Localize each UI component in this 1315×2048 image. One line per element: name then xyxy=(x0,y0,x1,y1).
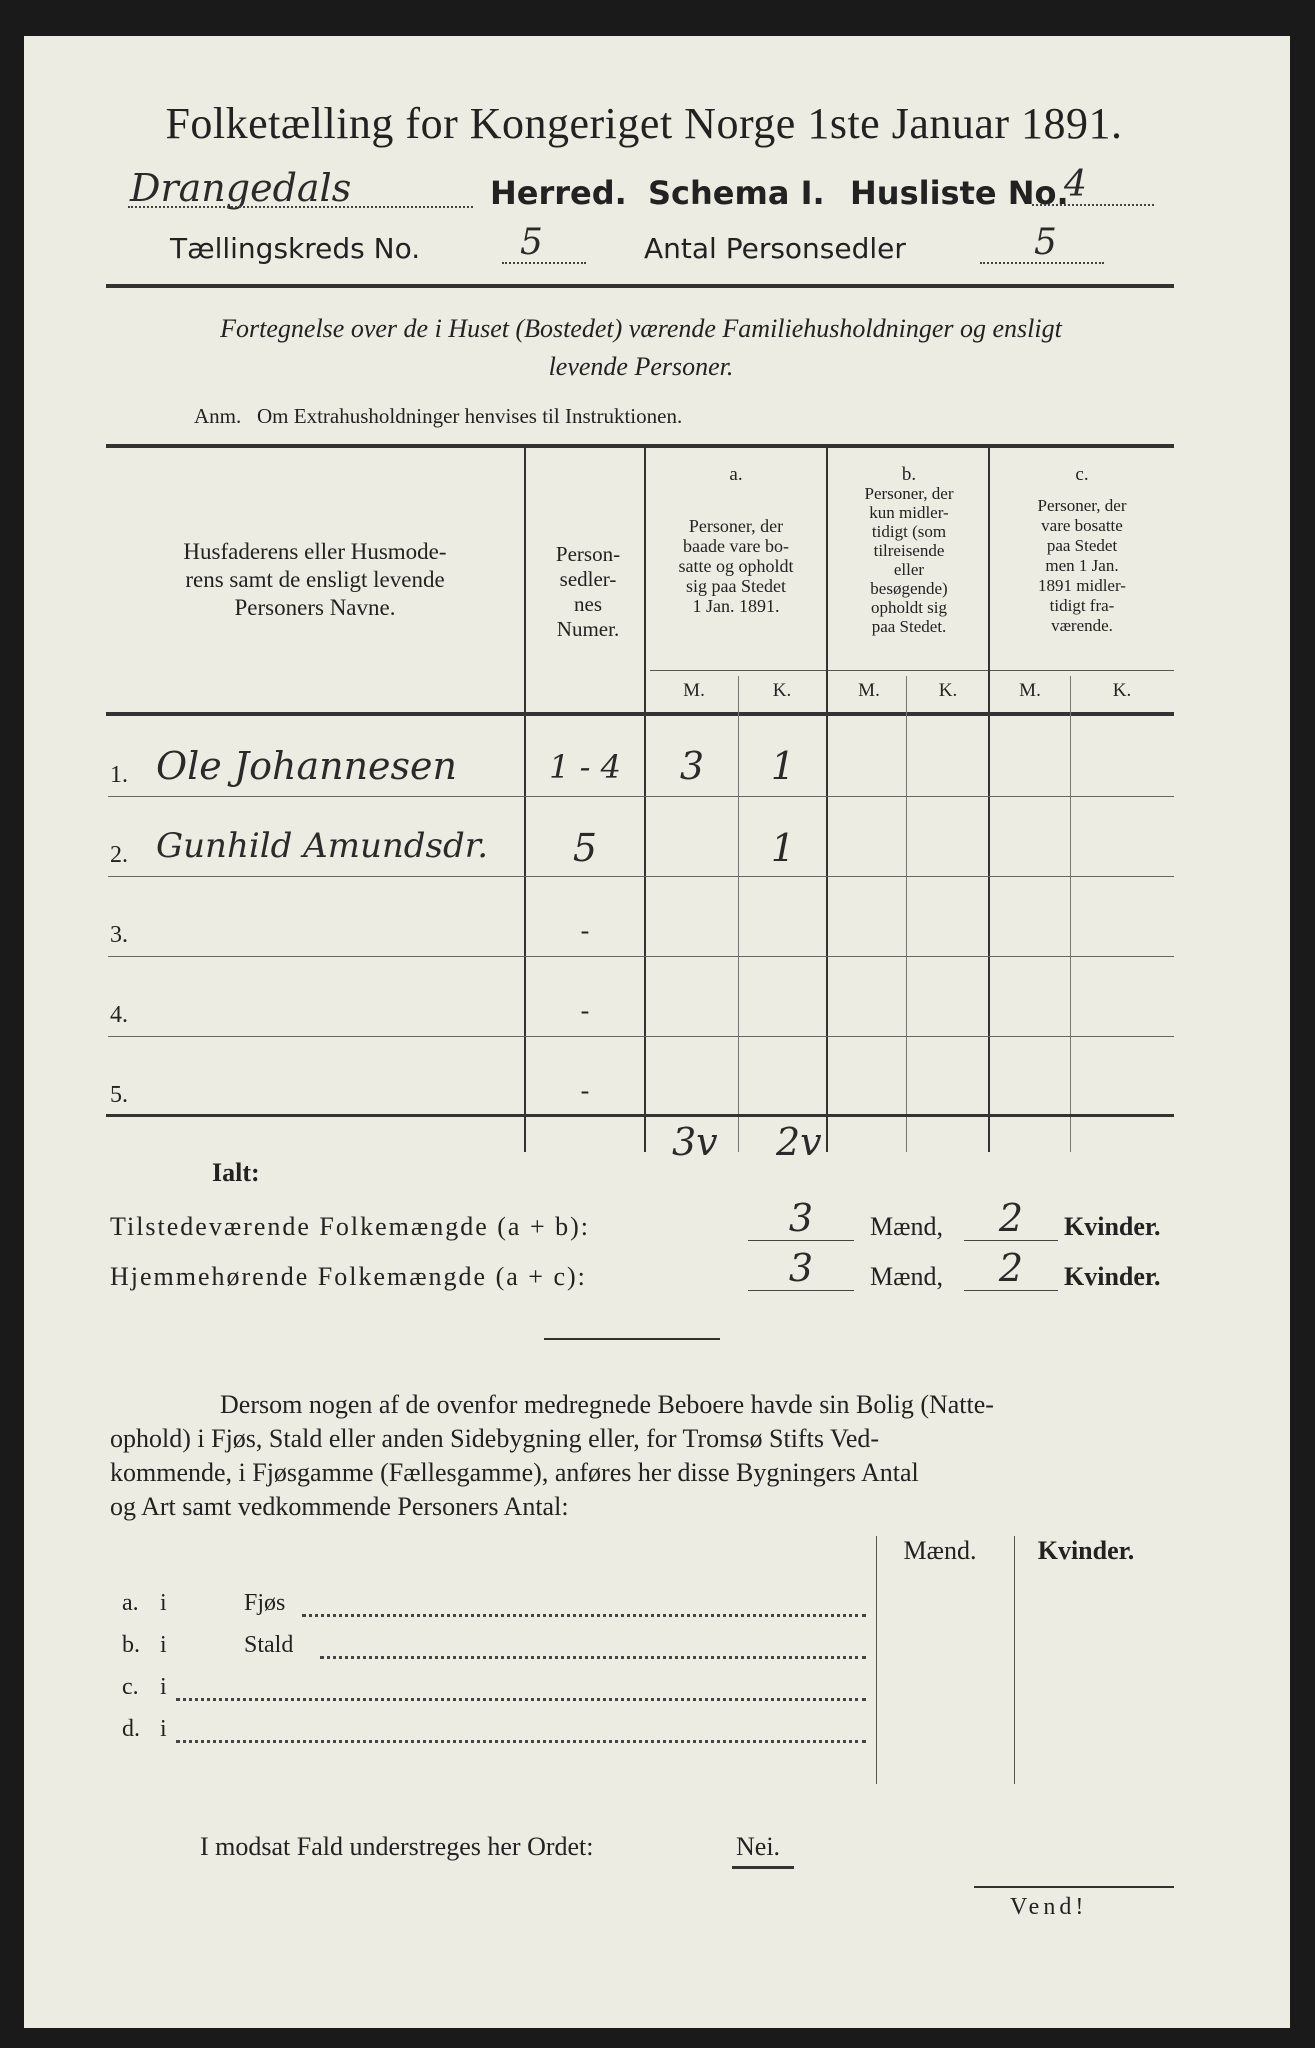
row-2-a-k: 1 xyxy=(770,826,796,870)
bolig-item-a-dots xyxy=(302,1614,866,1617)
bolig-maend-col: Mænd. xyxy=(903,1536,977,1565)
hjemme-maend-value: 3 xyxy=(788,1246,814,1290)
b-k-label: K. xyxy=(938,680,958,701)
bolig-item-d-letter: d. xyxy=(122,1716,140,1742)
header-b-letter: b. xyxy=(901,464,917,485)
hjemme-label: Hjemmehørende Folkemængde (a + c): xyxy=(110,1262,587,1291)
col-divider-b xyxy=(826,446,828,1152)
row-2-line xyxy=(108,876,1174,877)
table-bottom-rule xyxy=(106,1114,1174,1117)
herred-dotline xyxy=(128,206,473,208)
header-rule xyxy=(106,284,1174,288)
husliste-value: 4 xyxy=(1064,164,1087,205)
hjemme-kvinder-label: Kvinder. xyxy=(1064,1262,1161,1291)
bolig-item-d-dots xyxy=(176,1740,866,1743)
bolig-divider-1 xyxy=(876,1536,877,1784)
a-m-label: M. xyxy=(683,680,705,701)
row-1-num: 1 - 4 xyxy=(549,748,621,786)
a-k-label: K. xyxy=(772,680,792,701)
intro-line-1: Fortegnelse over de i Huset (Bostedet) værende Familiehusholdninger og ensligt xyxy=(220,314,1062,343)
census-form xyxy=(24,36,1290,2028)
bolig-divider-2 xyxy=(1014,1536,1015,1784)
mk-subheader-line xyxy=(650,670,1174,671)
row-1-nr: 1. xyxy=(110,762,128,788)
header-name-col: Husfaderens eller Husmode- rens samt de ensligt levende Personers Navne. xyxy=(183,539,447,620)
row-5-num: - xyxy=(580,1076,590,1105)
row-1-a-k: 1 xyxy=(770,744,796,788)
bolig-item-a-label: Fjøs xyxy=(244,1590,286,1616)
tilstede-kvinder-label: Kvinder. xyxy=(1064,1212,1161,1241)
vend-text: Vend! xyxy=(1010,1894,1088,1920)
schema-label: Schema I. xyxy=(648,174,825,212)
col-divider-c xyxy=(988,446,990,1152)
tilstede-kvinder-value: 2 xyxy=(998,1196,1024,1240)
col-divider-c-mk xyxy=(1070,676,1071,1152)
row-1-a-m: 3 xyxy=(679,744,705,788)
kreds-value: 5 xyxy=(520,222,543,263)
row-5-nr: 5. xyxy=(110,1082,128,1108)
herred-label: Herred. xyxy=(490,174,627,212)
row-2-num: 5 xyxy=(572,826,598,870)
c-m-label: M. xyxy=(1019,680,1041,701)
kreds-dotline xyxy=(502,262,586,264)
row-3-nr: 3. xyxy=(110,922,128,948)
husliste-label: Husliste No. xyxy=(850,174,1069,212)
header-c-letter: c. xyxy=(1075,464,1089,485)
bolig-item-b-i: i xyxy=(160,1632,167,1658)
row-4-line xyxy=(108,1036,1174,1037)
nei-word: Nei. xyxy=(736,1832,781,1861)
hjemme-maend-line xyxy=(748,1290,854,1291)
bolig-item-a-letter: a. xyxy=(122,1590,139,1616)
table-top-rule xyxy=(106,444,1174,448)
row-1-name: Ole Johannesen xyxy=(156,744,458,788)
bolig-item-c-dots xyxy=(176,1698,866,1701)
intro-line-2: levende Personer. xyxy=(548,352,734,381)
bolig-item-b-dots xyxy=(320,1656,866,1659)
tilstede-label: Tilstedeværende Folkemængde (a + b): xyxy=(110,1212,590,1241)
row-4-num: - xyxy=(580,996,590,1025)
personsedler-dotline xyxy=(980,262,1104,264)
header-bottom-rule xyxy=(106,712,1174,716)
husliste-dotline xyxy=(1032,204,1154,206)
modsat-text: I modsat Fald understreges her Ordet: xyxy=(200,1832,594,1861)
ialt-label: Ialt: xyxy=(212,1158,260,1187)
c-k-label: K. xyxy=(1112,680,1132,701)
section-separator xyxy=(544,1338,720,1340)
col-divider-num xyxy=(524,446,526,1152)
bolig-item-b-label: Stald xyxy=(244,1632,294,1658)
total-a-k: 2v xyxy=(776,1120,822,1164)
bolig-item-b-letter: b. xyxy=(122,1632,140,1658)
row-2-nr: 2. xyxy=(110,842,128,868)
herred-value: Drangedals xyxy=(130,166,352,210)
form-title: Folketælling for Kongeriget Norge 1ste Januar 1891. xyxy=(165,99,1123,148)
header-a-col: Personer, der baade vare bo- satte og opholdt sig paa Stedet 1 Jan. 1891. xyxy=(678,516,794,616)
bolig-item-c-i: i xyxy=(160,1674,167,1700)
col-divider-a-mk xyxy=(738,676,739,1152)
header-num-col: Person- sedler- nes Numer. xyxy=(555,542,621,641)
kreds-label: Tællingskreds No. xyxy=(170,232,421,265)
tilstede-maend-label: Mænd, xyxy=(870,1212,943,1241)
personsedler-value: 5 xyxy=(1034,222,1057,263)
bolig-kvinder-col: Kvinder. xyxy=(1037,1536,1135,1565)
header-a-letter: a. xyxy=(729,464,743,485)
bolig-item-d-i: i xyxy=(160,1716,167,1742)
bolig-item-a-i: i xyxy=(160,1590,167,1616)
anm-note: Anm. Om Extrahusholdninger henvises til Instruktionen. xyxy=(194,404,683,428)
bolig-item-c-letter: c. xyxy=(122,1674,139,1700)
tilstede-maend-value: 3 xyxy=(788,1196,814,1240)
personsedler-label: Antal Personsedler xyxy=(644,232,906,265)
row-4-nr: 4. xyxy=(110,1002,128,1028)
bolig-paragraph: Dersom nogen af de ovenfor medregnede Beboere havde sin Bolig (Natte- ophold) i Fjøs, Stald eller anden Sidebygning eller, for Tromsø Stifts Ved- kommende, i Fjøsgamme (Fællesgamme), anføres her disse Bygningers Antal og Art samt vedkommende Personers Antal: xyxy=(110,1390,994,1521)
hjemme-kvinder-value: 2 xyxy=(998,1246,1024,1290)
total-a-m: 3v xyxy=(672,1120,718,1164)
col-divider-b-mk xyxy=(906,676,907,1152)
row-3-num: - xyxy=(580,916,590,945)
header-c-col: Personer, der vare bosatte paa Stedet men 1 Jan. 1891 midler- tidigt fra- værende. xyxy=(1037,496,1127,635)
col-divider-a xyxy=(644,446,646,1152)
header-b-col: Personer, der kun midler- tidigt (som tilreisende eller besøgende) opholdt sig paa Stedet. xyxy=(864,484,954,636)
tilstede-kvinder-line xyxy=(964,1240,1058,1241)
tilstede-maend-line xyxy=(748,1240,854,1241)
row-1-line xyxy=(108,796,1174,797)
b-m-label: M. xyxy=(858,680,880,701)
vend-rule xyxy=(974,1886,1174,1888)
row-3-line xyxy=(108,956,1174,957)
hjemme-kvinder-line xyxy=(964,1290,1058,1291)
row-2-name: Gunhild Amundsdr. xyxy=(156,826,489,866)
nei-underline xyxy=(732,1866,794,1869)
hjemme-maend-label: Mænd, xyxy=(870,1262,943,1291)
